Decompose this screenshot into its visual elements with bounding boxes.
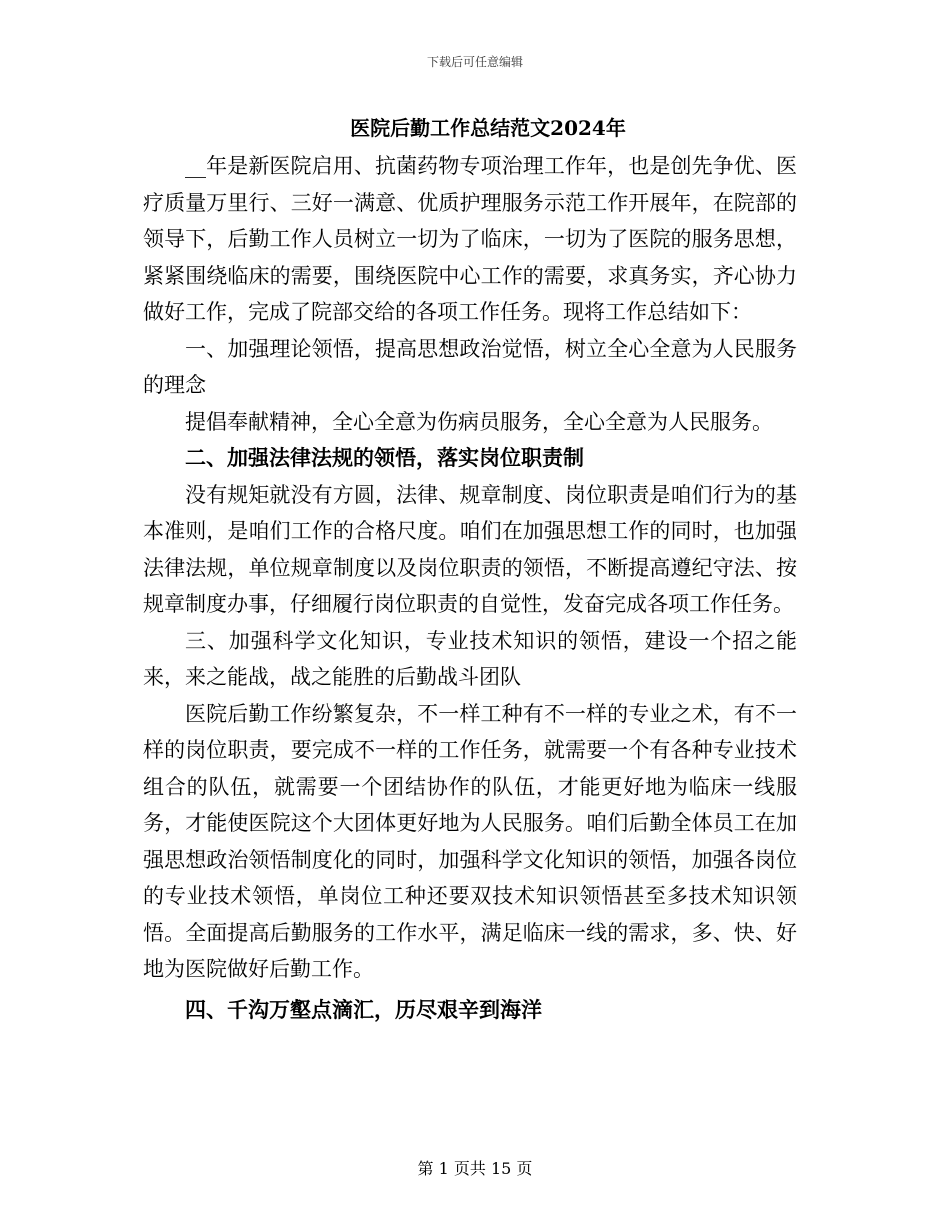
page-number: 第 1 页共 15 页: [417, 1159, 533, 1178]
section-2-paragraph: 没有规矩就没有方圆，法律、规章制度、岗位职责是咱们行为的基本准则，是咱们工作的合格尺度。咱们在加强思想工作的同时，也加强法律法规，单位规章制度以及岗位职责的领悟，不断提高遵纪守法、按规章制度办事，仔细履行岗位职责的自觉性，发奋完成各项工作任务。: [143, 482, 797, 616]
section-heading-2: 二、加强法律法规的领悟，落实岗位职责制: [185, 445, 584, 470]
section-heading-3: 三、加强科学文化知识，专业技术知识的领悟，建设一个招之能来，来之能战，战之能胜的后勤战斗团队: [143, 628, 797, 689]
document-title: 医院后勤工作总结范文2024年: [350, 116, 626, 140]
page-header-note: 下载后可任意编辑: [426, 55, 523, 69]
section-heading-4: 四、千沟万壑点滴汇，历尽艰辛到海洋: [185, 996, 542, 1022]
document-body: [143, 108, 797, 1028]
intro-paragraph: __年是新医院启用、抗菌药物专项治理工作年，也是创先争优、医疗质量万里行、三好一满意、优质护理服务示范工作开展年，在院部的领导下，后勤工作人员树立一切为了临床，一切为了医院的服务思想，紧紧围绕临床的需要，围绕医院中心工作的需要，求真务实，齐心协力做好工作，完成了院部交给的各项工作任务。现将工作总结如下：: [143, 154, 797, 324]
section-1-paragraph: 提倡奉献精神，全心全意为伤病员服务，全心全意为人民服务。: [185, 409, 773, 434]
section-heading-1: 一、加强理论领悟，提高思想政治觉悟，树立全心全意为人民服务的理念: [143, 336, 797, 397]
section-3-paragraph: 医院后勤工作纷繁复杂，不一样工种有不一样的专业之术，有不一样的岗位职责，要完成不一样的工作任务，就需要一个有各种专业技术组合的队伍，就需要一个团结协作的队伍，才能更好地为临床一线服务，才能使医院这个大团体更好地为人民服务。咱们后勤全体员工在加强思想政治领悟制度化的同时，加强科学文化知识的领悟，加强各岗位的专业技术领悟，单岗位工种还要双技术知识领悟甚至多技术知识领悟。全面提高后勤服务的工作水平，满足临床一线的需求，多、快、好地为医院做好后勤工作。: [143, 701, 797, 981]
